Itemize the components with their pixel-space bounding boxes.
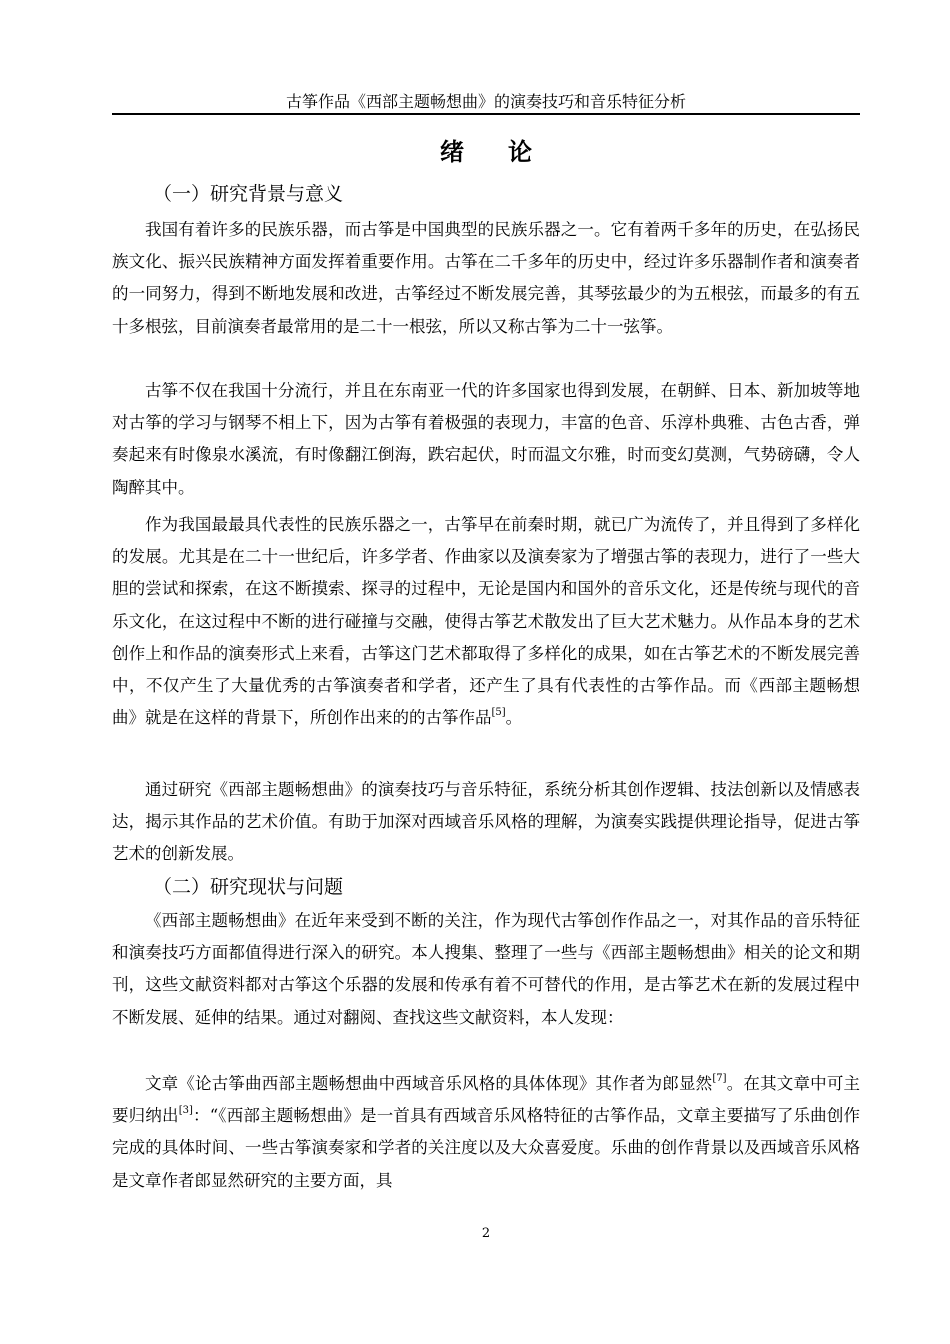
page-number: 2 xyxy=(481,1226,491,1241)
paragraph-text: 文章《论古筝曲西部主题畅想曲中西域音乐风格的具体体现》其作者为郎显然 xyxy=(145,1074,713,1093)
section-heading-background: （一）研究背景与意义 xyxy=(153,183,344,205)
paragraph-text: 作为我国最最具代表性的民族乐器之一，古筝早在前秦时期，就已广为流传了，并且得到了多样化的发展。尤其是在二十一世纪后，许多学者、作曲家以及演奏家为了增强古筝的表现力，进行了一些大胆的尝试和探索，在这不断摸索、探寻的过程中，无论是国内和国外的音乐文化，还是传统与现代的音乐文化，在这过程中不断的进行碰撞与交融，使得古筝艺术散发出了巨大艺术魅力。从作品本身的艺术创作上和作品的演奏形式上来看，古筝这门艺术都取得了多样化的成果，如在古筝艺术的不断发展完善中，不仅产生了大量优秀的古筝演奏者和学者，还产生了具有代表性的古筝作品。而《西部主题畅想曲》就是在这样的背景下，所创作出来的的古筝作品 xyxy=(112,515,860,728)
paragraph: 古筝不仅在我国十分流行，并且在东南亚一代的许多国家也得到发展，在朝鲜、日本、新加坡等地对古筝的学习与钢琴不相上下，因为古筝有着极强的表现力，丰富的色音、乐淳朴典雅、古色古香，弹奏起来有时像泉水溪流，有时像翻江倒海，跌宕起伏，时而温文尔雅，时而变幻莫测，气势磅礴，令人陶醉其中。 xyxy=(112,381,860,497)
citation-ref: [3] xyxy=(178,1105,193,1117)
header-rule xyxy=(112,113,860,115)
paragraph-text: 。在其文章中可主要归纳出 xyxy=(112,1074,861,1126)
citation-ref: [7] xyxy=(712,1073,727,1084)
paragraph xyxy=(112,509,860,734)
paragraph-text: ：“《西部主题畅想曲》是一首具有西域音乐风格特征的古筝作品，文章主要描写了乐曲创作完成的具体时间、一些古筝演奏家和学者的关注度以及大众喜爱度。乐曲的创作背景以及西域音乐风格是文章作者郎显然研究的主要方面，具 xyxy=(112,1106,861,1190)
running-header-title: 古筝作品《西部主题畅想曲》的演奏技巧和音乐特征分析 xyxy=(285,92,686,111)
paragraph-text: 。 xyxy=(505,708,523,728)
citation-ref: [5] xyxy=(491,707,506,719)
paragraph: 通过研究《西部主题畅想曲》的演奏技巧与音乐特征，系统分析其创作逻辑、技法创新以及情感表达，揭示其作品的艺术价值。有助于加深对西域音乐风格的理解，为演奏实践提供理论指导，促进古筝艺术的创新发展。 xyxy=(112,780,860,864)
chapter-title: 绪论 xyxy=(440,138,576,166)
section-heading-status: （二）研究现状与问题 xyxy=(153,876,344,898)
paragraph: 《西部主题畅想曲》在近年来受到不断的关注，作为现代古筝创作作品之一，对其作品的音乐特征和演奏技巧方面都值得进行深入的研究。本人搜集、整理了一些与《西部主题畅想曲》相关的论文和期刊，这些文献资料都对古筝这个乐器的发展和传承有着不可替代的作用，是古筝艺术在新的发展过程中不断发展、延伸的结果。通过对翻阅、查找这些文献资料，本人发现： xyxy=(112,911,860,1027)
paragraph xyxy=(112,1068,860,1197)
paragraph: 我国有着许多的民族乐器，而古筝是中国典型的民族乐器之一。它有着两千多年的历史，在弘扬民族文化、振兴民族精神方面发挥着重要作用。古筝在二千多年的历史中，经过许多乐器制作者和演奏者的一同努力，得到不断地发展和改进，古筝经过不断发展完善，其琴弦最少的为五根弦，而最多的有五十多根弦，目前演奏者最常用的是二十一根弦，所以又称古筝为二十一弦筝。 xyxy=(112,220,860,336)
